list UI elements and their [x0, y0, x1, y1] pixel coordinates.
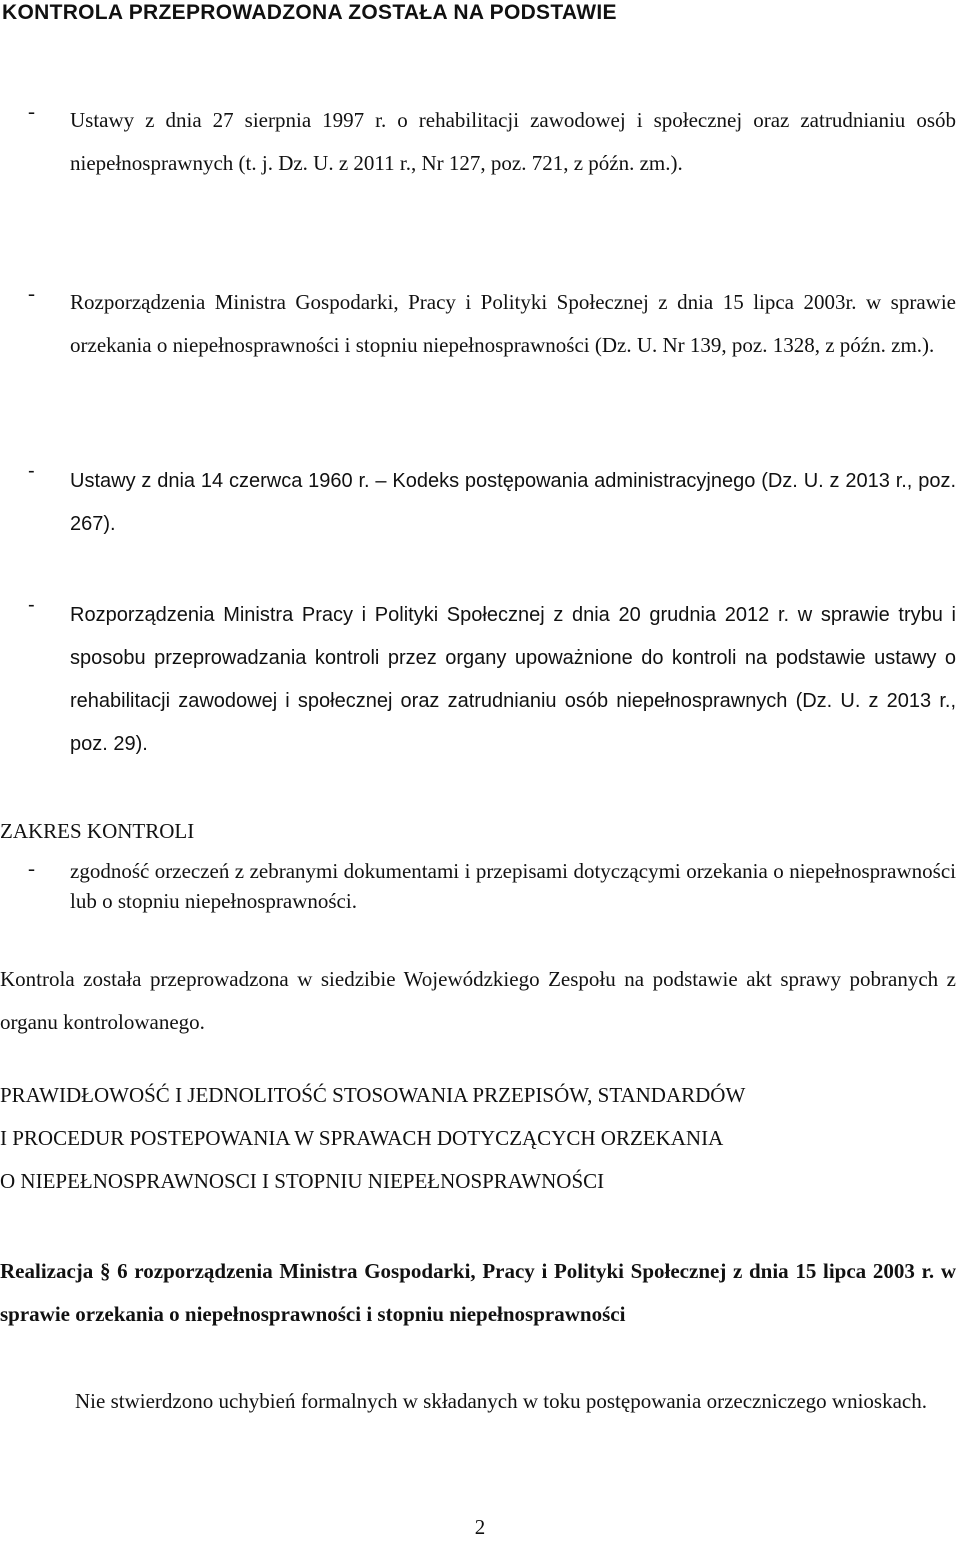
list-dash: - — [28, 99, 35, 123]
finding-paragraph: Nie stwierdzono uchybień formalnych w składanych w toku postępowania orzeczniczego wnioskach. — [75, 1389, 927, 1413]
legal-basis-text: Rozporządzenia Ministra Gospodarki, Pracy i Polityki Społecznej z dnia 15 lipca 2003r. w sprawie orzekania o niepełnosprawności i stopniu niepełnosprawności (Dz. U. Nr 139, poz. 1328, z późn. zm.). — [70, 290, 956, 357]
realization-heading: Realizacja § 6 rozporządzenia Ministra Gospodarki, Pracy i Polityki Społecznej z dnia 15 lipca 2003 r. w sprawie orzekania o niepełnosprawności i stopniu niepełnosprawności — [0, 1259, 956, 1326]
correctness-heading-line-2: I PROCEDUR POSTEPOWANIA W SPRAWACH DOTYCZĄCYCH ORZEKANIA — [0, 1126, 724, 1150]
correctness-heading — [0, 1074, 956, 1203]
location-paragraph: Kontrola została przeprowadzona w siedzibie Wojewódzkiego Zespołu na podstawie akt sprawy pobranych z organu kontrolowanego. — [0, 967, 956, 1034]
document-heading: KONTROLA PRZEPROWADZONA ZOSTAŁA NA PODSTAWIE — [2, 1, 617, 24]
legal-basis-item-3 — [0, 460, 956, 546]
legal-basis-text: Ustawy z dnia 14 czerwca 1960 r. – Kodeks postępowania administracyjnego (Dz. U. z 2013 r., poz. 267). — [70, 470, 956, 535]
scope-heading: ZAKRES KONTROLI — [0, 819, 195, 843]
page-number: 2 — [474, 1515, 486, 1539]
legal-basis-item-1 — [0, 99, 956, 185]
legal-basis-text: Rozporządzenia Ministra Pracy i Polityki Społecznej z dnia 20 grudnia 2012 r. w sprawie trybu i sposobu przeprowadzania kontroli przez organy upoważnione do kontroli na podstawie ustawy o rehabilitacji zawodowej i społecznej oraz zatrudnianiu osób niepełnosprawnych (Dz. U. z 2013 r., poz. 29). — [70, 604, 956, 755]
list-dash: - — [28, 460, 35, 482]
legal-basis-item-2 — [0, 281, 956, 367]
list-dash: - — [28, 856, 35, 880]
correctness-heading-line-1: PRAWIDŁOWOŚĆ I JEDNOLITOŚĆ STOSOWANIA PRZEPISÓW, STANDARDÓW — [0, 1083, 746, 1107]
legal-basis-item-4 — [0, 594, 956, 766]
list-dash: - — [28, 594, 35, 616]
scope-item-text: zgodność orzeczeń z zebranymi dokumentami i przepisami dotyczącymi orzekania o niepełnosprawności lub o stopniu niepełnosprawności. — [70, 859, 956, 913]
correctness-heading-line-3: O NIEPEŁNOSPRAWNOSCI I STOPNIU NIEPEŁNOSPRAWNOŚCI — [0, 1169, 605, 1193]
scope-item — [0, 856, 956, 916]
list-dash: - — [28, 281, 35, 305]
legal-basis-text: Ustawy z dnia 27 sierpnia 1997 r. o rehabilitacji zawodowej i społecznej oraz zatrudnianiu osób niepełnosprawnych (t. j. Dz. U. z 2011 r., Nr 127, poz. 721, z późn. zm.). — [70, 108, 956, 175]
